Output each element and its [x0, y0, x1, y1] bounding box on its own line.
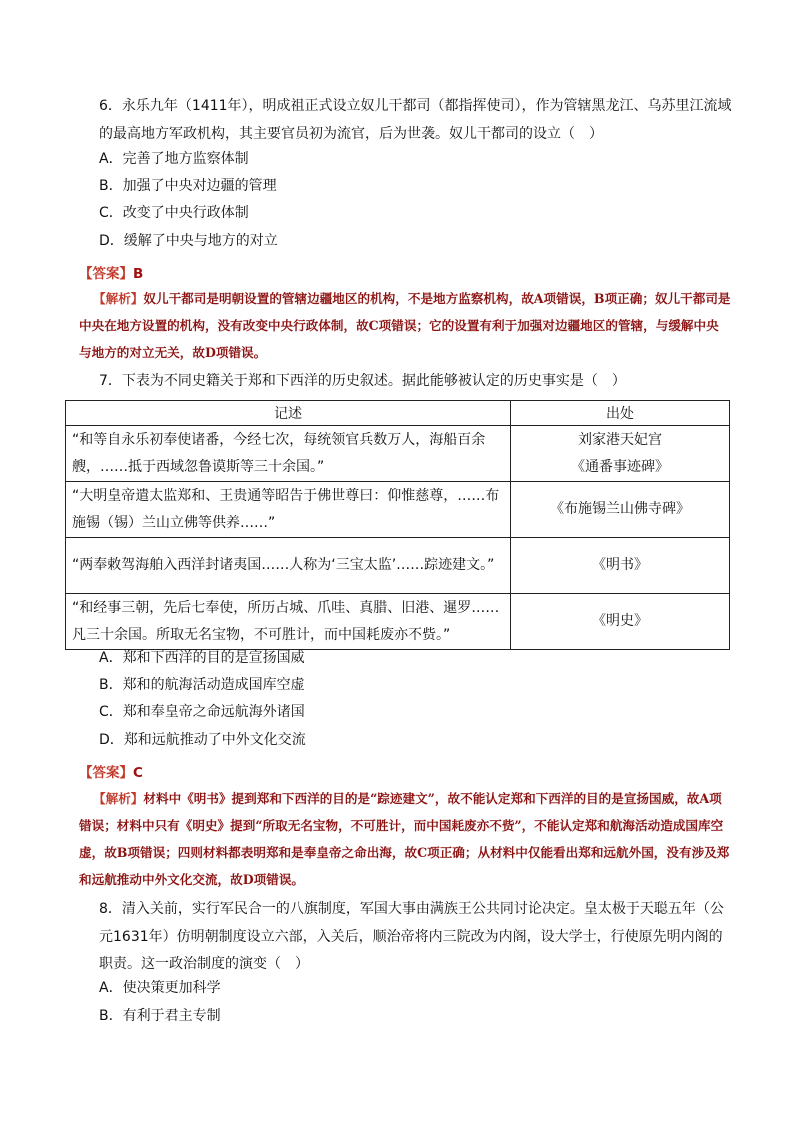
q6-stem: 6．永乐九年（1411年），明成祖正式设立奴儿干都司（都指挥使司），作为管辖黑龙江、乌苏里江流域的最高地方军政机构，其主要官员初为流官，后为世袭。奴儿干都司的设立（ ）	[99, 98, 732, 142]
q8-stem: 8．清入关前，实行军民合一的八旗制度，军国大事由满族王公共同讨论决定。皇太极于天聪五年（公元1631年）仿明朝制度设立六部，入关后，顺治帝将内三院改为内阁，设大学士，行使原先明内阁的职责。这一政治制度的演变（ ）	[99, 901, 724, 972]
q7-option-d: D．郑和远航推动了中外文化交流	[99, 732, 306, 748]
q6-option-b: B．加强了中央对边疆的管理	[99, 178, 277, 194]
q7-answer: C	[133, 765, 143, 781]
table-cell-record: “两奉敕驾海舶入西洋封诸夷国……人称为‘三宝太监’……踪迹建文。”	[66, 538, 511, 594]
table-cell-source	[511, 426, 730, 482]
table-cell-source: 《明史》	[511, 594, 730, 650]
q7-analysis-tag: 【解析】	[93, 791, 144, 806]
q6-option-d: D．缓解了中央与地方的对立	[99, 233, 278, 249]
q7-stem: 7．下表为不同史籍关于郑和下西洋的历史叙述。据此能够被认定的历史事实是（ ）	[99, 373, 626, 389]
q7-analysis-text: 材料中《明书》提到郑和下西洋的目的是“踪迹建文”，故不能认定郑和下西洋的目的是宣扬国威，故A项错误；材料中只有《明史》提到“所取无名宝物，不可胜计，而中国耗废亦不赀”，不能认定郑和航海活动造成国库空虚，故B项错误；四则材料都表明郑和是奉皇帝之命出海，故C项正确；从材料中仅能看出郑和远航外国，没有涉及郑和远航推动中外文化交流，故D项错误。	[79, 791, 730, 887]
q6-analysis-text: 奴儿干都司是明朝设置的管辖边疆地区的机构，不是地方监察机构，故A项错误，B项正确；奴儿干都司是中央在地方设置的机构，没有改变中央行政体制，故C项错误；它的设置有利于加强对边疆地区的管辖，与缓解中央与地方的对立无关，故D项错误。	[79, 291, 731, 360]
table-row	[66, 482, 730, 538]
q7-option-c: C．郑和奉皇帝之命远航海外诸国	[99, 704, 305, 720]
table-row	[66, 426, 730, 482]
table-row	[66, 538, 730, 594]
source-line: 《通番事迹碑》	[571, 458, 669, 475]
q6-answer-tag: 【答案】	[79, 266, 133, 282]
q6-analysis	[79, 285, 731, 366]
q8-option-b: B．有利于君主专制	[99, 1008, 221, 1024]
q7-source-table	[65, 400, 730, 650]
table-cell-record: “和经事三朝，先后七奉使，所历占城、爪哇、真腊、旧港、暹罗……凡三十余国。所取无名宝物，不可胜计，而中国耗废亦不赀。”	[66, 594, 511, 650]
table-cell-record: “大明皇帝遣太监郑和、王贵通等昭告于佛世尊曰：仰惟慈尊，……布施锡（锡）兰山立佛等供养……”	[66, 482, 511, 538]
table-cell-source: 《明书》	[511, 538, 730, 594]
q7-answer-line	[79, 764, 143, 782]
q6-analysis-tag: 【解析】	[93, 291, 144, 306]
q6-answer-line	[79, 265, 143, 283]
source-line: 刘家港天妃宫	[578, 431, 662, 448]
q7-option-b: B．郑和的航海活动造成国库空虚	[99, 677, 305, 693]
q6-answer: B	[133, 266, 144, 282]
table-row	[66, 594, 730, 650]
q8-option-a: A．使决策更加科学	[99, 980, 221, 996]
table-cell-record: “和等自永乐初奉使诸番，今经七次，每统领官兵数万人，海船百余艘，……抵于西域忽鲁谟斯等三十余国。”	[66, 426, 511, 482]
q7-option-a: A．郑和下西洋的目的是宣扬国威	[99, 650, 305, 666]
q6-option-a: A．完善了地方监察体制	[99, 151, 249, 167]
table-header-source: 出处	[511, 401, 730, 426]
table-header-row	[66, 401, 730, 426]
table-header-record: 记述	[66, 401, 511, 426]
q7-answer-tag: 【答案】	[79, 765, 133, 781]
q7-analysis	[79, 785, 731, 893]
table-cell-source: 《布施锡兰山佛寺碑》	[511, 482, 730, 538]
q6-option-c: C．改变了中央行政体制	[99, 205, 249, 221]
